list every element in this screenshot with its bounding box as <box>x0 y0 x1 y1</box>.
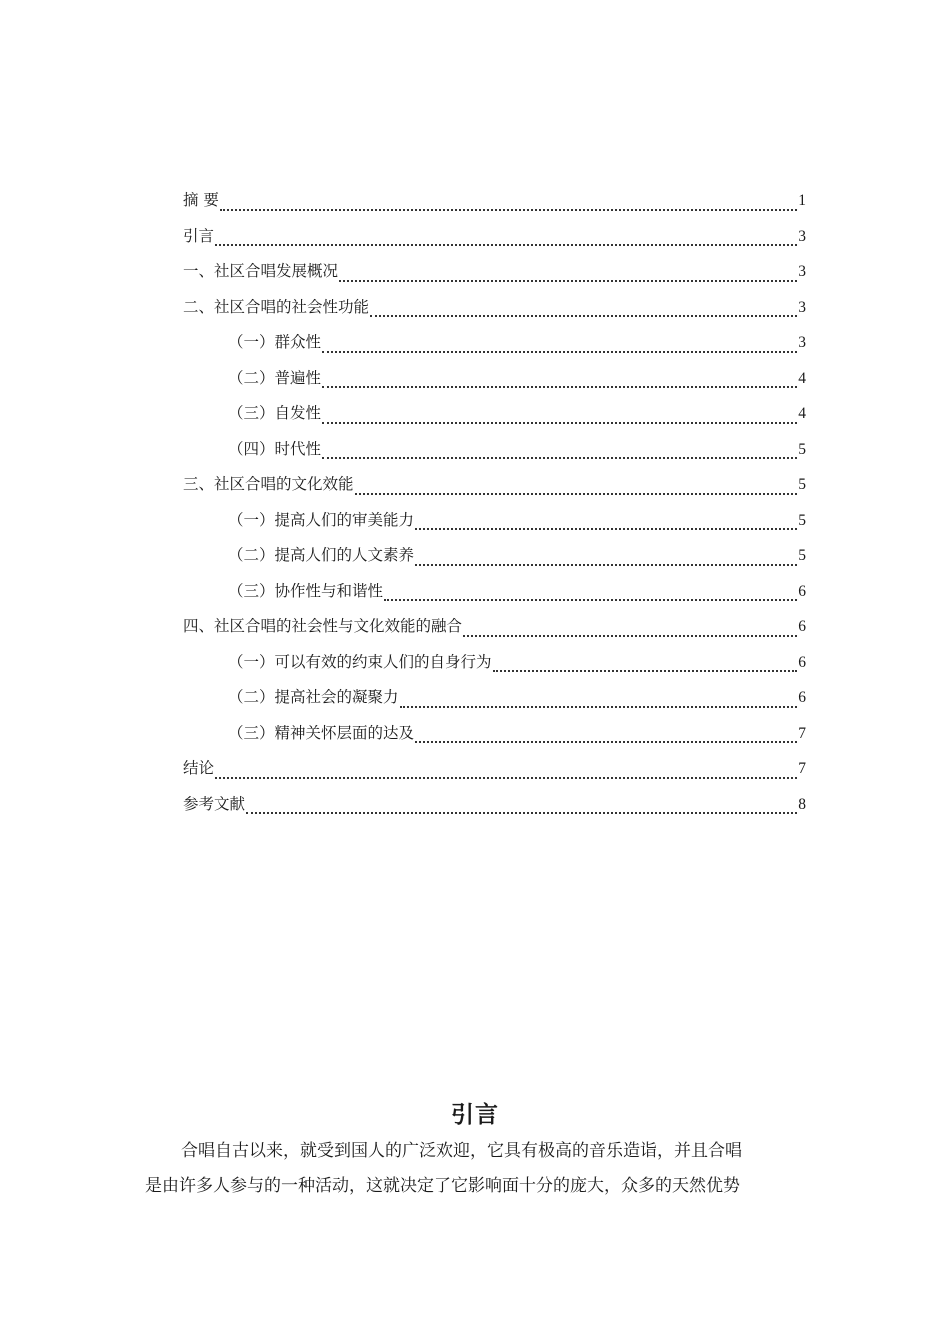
toc-subentry[interactable] <box>183 327 806 363</box>
toc-subentry[interactable] <box>183 434 806 470</box>
toc-entry-page: 4 <box>798 405 806 422</box>
toc-leader-dots <box>322 455 797 459</box>
toc-entry-title: （一）提高人们的审美能力 <box>228 510 415 529</box>
toc-subentry[interactable] <box>183 647 806 683</box>
toc-leader-dots <box>370 313 797 317</box>
toc-entry-title: 三、社区合唱的文化效能 <box>183 475 354 493</box>
toc-leader-dots <box>215 242 797 246</box>
toc-leader-dots <box>415 526 797 530</box>
toc-entry-title: 参考文献 <box>183 794 246 813</box>
table-of-contents <box>183 185 806 824</box>
toc-entry-title: （三）精神关怀层面的达及 <box>228 723 415 742</box>
toc-entry-title: （二）提高社会的凝聚力 <box>228 688 399 706</box>
toc-subentry[interactable] <box>183 718 806 754</box>
toc-entry[interactable] <box>183 753 806 789</box>
toc-subentry[interactable] <box>183 398 806 434</box>
toc-leader-dots <box>493 668 798 672</box>
toc-entry-title: （三）协作性与和谐性 <box>228 581 384 600</box>
toc-entry-page: 5 <box>798 547 806 564</box>
toc-entry[interactable] <box>183 185 806 221</box>
toc-entry-page: 7 <box>798 724 806 742</box>
toc-leader-dots <box>220 207 797 211</box>
toc-entry[interactable] <box>183 469 806 505</box>
toc-leader-dots <box>355 491 798 495</box>
toc-leader-dots <box>322 384 797 388</box>
toc-entry-title: （三）自发性 <box>228 404 322 422</box>
toc-entry[interactable] <box>183 221 806 257</box>
toc-leader-dots <box>322 420 797 424</box>
toc-subentry[interactable] <box>183 540 806 576</box>
toc-entry-page: 3 <box>798 263 806 280</box>
toc-leader-dots <box>384 597 797 601</box>
toc-entry-title: （四）时代性 <box>228 439 322 458</box>
body-paragraph-line: 是由许多人参与的一种活动，这就决定了它影响面十分的庞大，众多的天然优势 <box>145 1176 740 1196</box>
toc-entry-title: （一）群众性 <box>228 333 322 351</box>
toc-entry-page: 4 <box>798 369 806 387</box>
toc-entry-page: 1 <box>798 192 806 209</box>
toc-entry-page: 7 <box>798 760 806 777</box>
section-body <box>145 1134 807 1204</box>
toc-subentry[interactable] <box>183 363 806 399</box>
toc-entry-page: 3 <box>798 227 806 245</box>
toc-entry-page: 5 <box>798 476 806 493</box>
toc-entry-title: 结论 <box>183 759 215 777</box>
toc-entry-page: 6 <box>798 618 806 635</box>
toc-entry-page: 6 <box>798 653 806 671</box>
toc-entry-title: 摘 要 <box>183 191 219 209</box>
toc-entry-page: 5 <box>798 440 806 458</box>
toc-entry-page: 3 <box>798 298 806 316</box>
toc-entry-title: 四、社区合唱的社会性与文化效能的融合 <box>183 617 463 635</box>
toc-subentry[interactable] <box>183 682 806 718</box>
toc-entry-page: 8 <box>798 795 806 813</box>
toc-leader-dots <box>339 278 797 282</box>
toc-entry-page: 3 <box>798 334 806 351</box>
toc-leader-dots <box>415 562 797 566</box>
toc-entry[interactable] <box>183 292 806 328</box>
toc-entry-title: 二、社区合唱的社会性功能 <box>183 297 370 316</box>
toc-leader-dots <box>246 810 797 814</box>
toc-entry[interactable] <box>183 256 806 292</box>
toc-entry-title: （二）普遍性 <box>228 368 322 387</box>
toc-entry-title: （二）提高人们的人文素养 <box>228 546 415 564</box>
toc-entry[interactable] <box>183 611 806 647</box>
toc-entry-title: （一）可以有效的约束人们的自身行为 <box>228 652 492 671</box>
toc-subentry[interactable] <box>183 505 806 541</box>
toc-entry-page: 5 <box>798 511 806 529</box>
toc-entry[interactable] <box>183 789 806 825</box>
body-paragraph-line: 合唱自古以来，就受到国人的广泛欢迎，它具有极高的音乐造诣，并且合唱 <box>181 1141 742 1161</box>
toc-entry-page: 6 <box>798 582 806 600</box>
toc-entry-title: 引言 <box>183 226 215 245</box>
toc-leader-dots <box>415 739 797 743</box>
toc-leader-dots <box>322 349 797 353</box>
toc-leader-dots <box>215 775 797 779</box>
toc-leader-dots <box>463 633 797 637</box>
section-heading: 引言 <box>451 1102 499 1128</box>
toc-leader-dots <box>400 704 798 708</box>
toc-subentry[interactable] <box>183 576 806 612</box>
toc-entry-page: 6 <box>798 689 806 706</box>
toc-entry-title: 一、社区合唱发展概况 <box>183 262 339 280</box>
